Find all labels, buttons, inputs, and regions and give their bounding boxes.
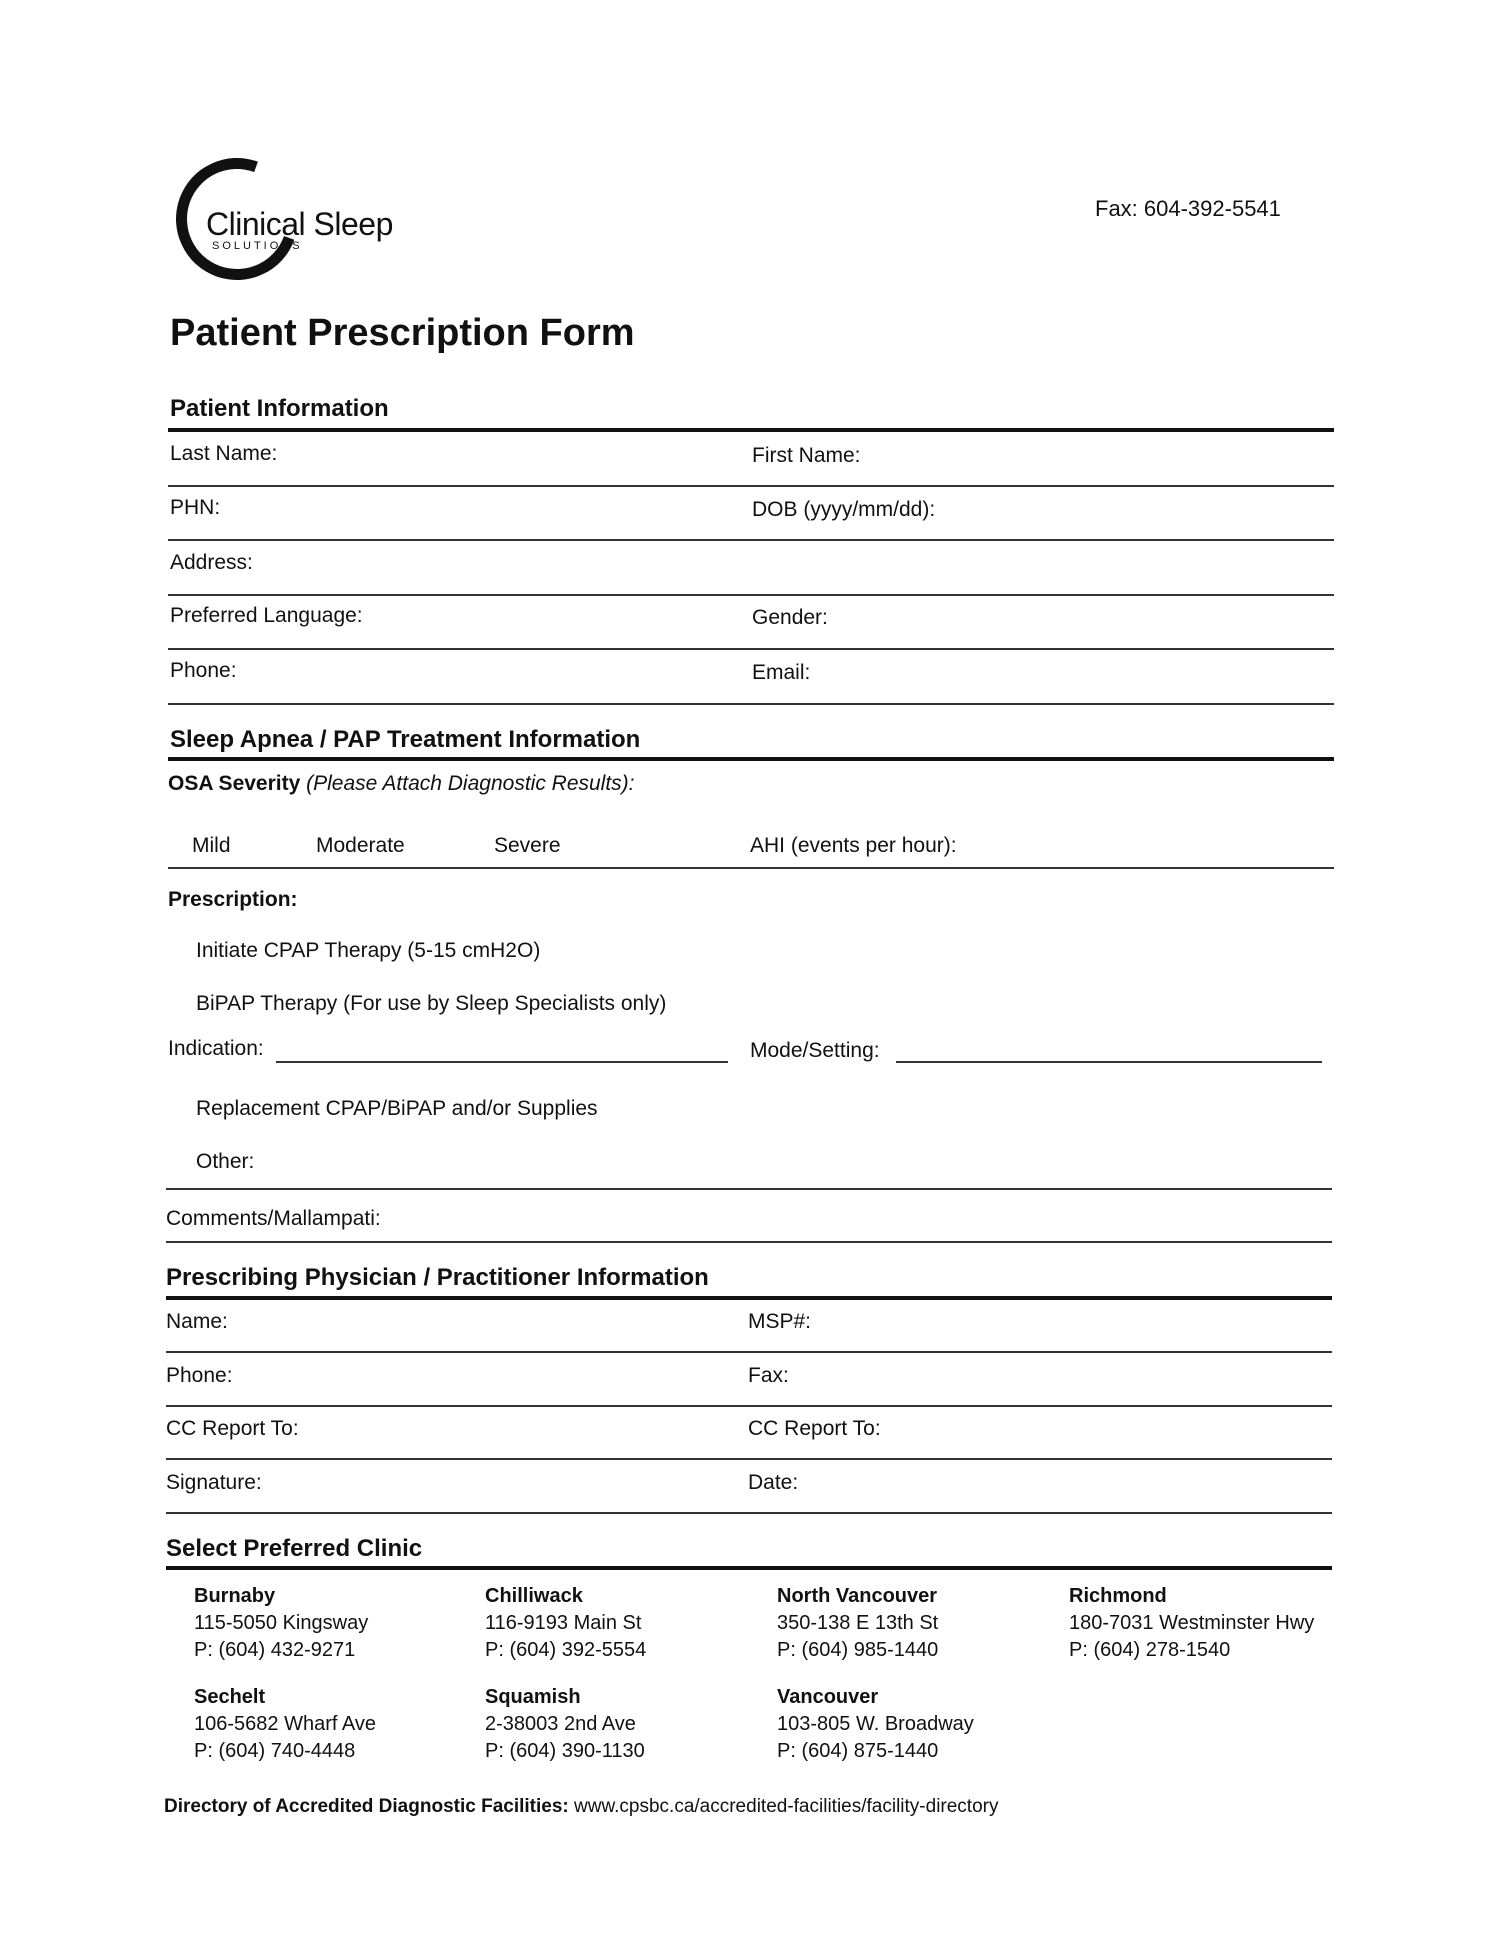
cc-report-field-2[interactable]: CC Report To: [748, 1417, 881, 1440]
section-rule [166, 1566, 1332, 1570]
address-field[interactable]: Address: [170, 551, 253, 574]
clinic-north-vancouver[interactable] [777, 1585, 938, 1662]
treatment-heading: Sleep Apnea / PAP Treatment Information [170, 726, 641, 753]
logo-subtext: SOLUTIONS [212, 240, 303, 252]
clinic-address: 2-38003 2nd Ave [485, 1713, 636, 1735]
clinic-address: 350-138 E 13th St [777, 1612, 939, 1634]
clinic-address: 116-9193 Main St [485, 1612, 642, 1634]
physician-phone-field[interactable]: Phone: [166, 1364, 233, 1387]
bipap-option[interactable]: BiPAP Therapy (For use by Sleep Specialists only) [196, 992, 667, 1015]
clinic-phone: P: (604) 390-1130 [485, 1740, 645, 1762]
clinic-phone: P: (604) 985-1440 [777, 1639, 939, 1661]
clinic-name: Richmond [1069, 1585, 1167, 1607]
osa-severity-label [168, 772, 635, 796]
divider [166, 1405, 1332, 1407]
divider [166, 1351, 1332, 1353]
clinic-squamish[interactable] [485, 1686, 645, 1763]
clinic-vancouver[interactable] [777, 1686, 974, 1763]
signature-field[interactable]: Signature: [166, 1471, 262, 1494]
indication-input[interactable] [276, 1039, 728, 1063]
clinic-address: 115-5050 Kingsway [194, 1612, 369, 1634]
clinic-name: Burnaby [194, 1585, 276, 1607]
osa-note: (Please Attach Diagnostic Results): [306, 772, 635, 795]
clinic-phone: P: (604) 875-1440 [777, 1740, 939, 1762]
clinic-chilliwack[interactable] [485, 1585, 646, 1662]
osa-label: OSA Severity [168, 772, 301, 795]
replacement-option[interactable]: Replacement CPAP/BiPAP and/or Supplies [196, 1097, 598, 1120]
clinic-name: Chilliwack [485, 1585, 583, 1607]
dob-field[interactable]: DOB (yyyy/mm/dd): [752, 498, 936, 521]
gender-field[interactable]: Gender: [752, 606, 828, 629]
clinic-phone: P: (604) 392-5554 [485, 1639, 647, 1661]
mode-setting-label: Mode/Setting: [750, 1039, 880, 1062]
phn-field[interactable]: PHN: [170, 496, 221, 519]
footer-directory [164, 1796, 998, 1818]
clinic-burnaby[interactable] [194, 1585, 368, 1662]
clinic-phone: P: (604) 278-1540 [1069, 1639, 1231, 1661]
divider [168, 703, 1334, 705]
divider [168, 539, 1334, 541]
divider [166, 1512, 1332, 1514]
preferred-language-field[interactable]: Preferred Language: [170, 604, 363, 627]
clinic-address: 106-5682 Wharf Ave [194, 1713, 376, 1735]
prescription-label: Prescription: [168, 888, 298, 911]
patient-info-heading: Patient Information [170, 395, 389, 422]
divider [166, 1188, 1332, 1190]
divider [168, 485, 1334, 487]
msp-field[interactable]: MSP#: [748, 1310, 812, 1333]
indication-label: Indication: [168, 1037, 264, 1060]
comments-field[interactable]: Comments/Mallampati: [166, 1207, 381, 1230]
clinic-phone: P: (604) 740-4448 [194, 1740, 356, 1762]
clinic-phone: P: (604) 432-9271 [194, 1639, 356, 1661]
clinic-heading: Select Preferred Clinic [166, 1535, 423, 1562]
divider [168, 594, 1334, 596]
clinic-name: Vancouver [777, 1686, 879, 1708]
clinic-address: 180-7031 Westminster Hwy [1069, 1612, 1315, 1634]
cpap-option[interactable]: Initiate CPAP Therapy (5-15 cmH2O) [196, 939, 541, 962]
page-title: Patient Prescription Form [170, 312, 635, 354]
clinic-richmond[interactable] [1069, 1585, 1314, 1662]
severity-moderate-option[interactable]: Moderate [316, 834, 405, 857]
clinic-name: Sechelt [194, 1686, 266, 1708]
severity-mild-option[interactable]: Mild [192, 834, 231, 857]
cc-report-field[interactable]: CC Report To: [166, 1417, 299, 1440]
clinic-name: Squamish [485, 1686, 581, 1708]
clinic-name: North Vancouver [777, 1585, 938, 1607]
phone-field[interactable]: Phone: [170, 659, 237, 682]
clinic-sechelt[interactable] [194, 1686, 376, 1763]
date-field[interactable]: Date: [748, 1471, 799, 1494]
section-rule [168, 757, 1334, 761]
logo-text: Clinical Sleep [206, 206, 393, 242]
header-fax: Fax: 604-392-5541 [1095, 196, 1281, 221]
physician-fax-field[interactable]: Fax: [748, 1364, 789, 1387]
divider [168, 867, 1334, 869]
divider [166, 1458, 1332, 1460]
section-rule [166, 1296, 1332, 1300]
other-field[interactable]: Other: [196, 1150, 255, 1173]
clinic-address: 103-805 W. Broadway [777, 1713, 974, 1735]
divider [168, 648, 1334, 650]
email-field[interactable]: Email: [752, 661, 811, 684]
physician-name-field[interactable]: Name: [166, 1310, 228, 1333]
first-name-field[interactable]: First Name: [752, 444, 861, 467]
ahi-field[interactable]: AHI (events per hour): [750, 834, 957, 857]
physician-heading: Prescribing Physician / Practitioner Information [166, 1264, 709, 1291]
divider [166, 1241, 1332, 1243]
section-rule [168, 428, 1334, 432]
severity-severe-option[interactable]: Severe [494, 834, 561, 857]
footer-label: Directory of Accredited Diagnostic Facilities: [164, 1796, 569, 1817]
last-name-field[interactable]: Last Name: [170, 442, 278, 465]
footer-url-link[interactable]: www.cpsbc.ca/accredited-facilities/facility-directory [574, 1796, 999, 1817]
clinic-logo [176, 154, 426, 294]
mode-setting-input[interactable] [896, 1039, 1322, 1063]
